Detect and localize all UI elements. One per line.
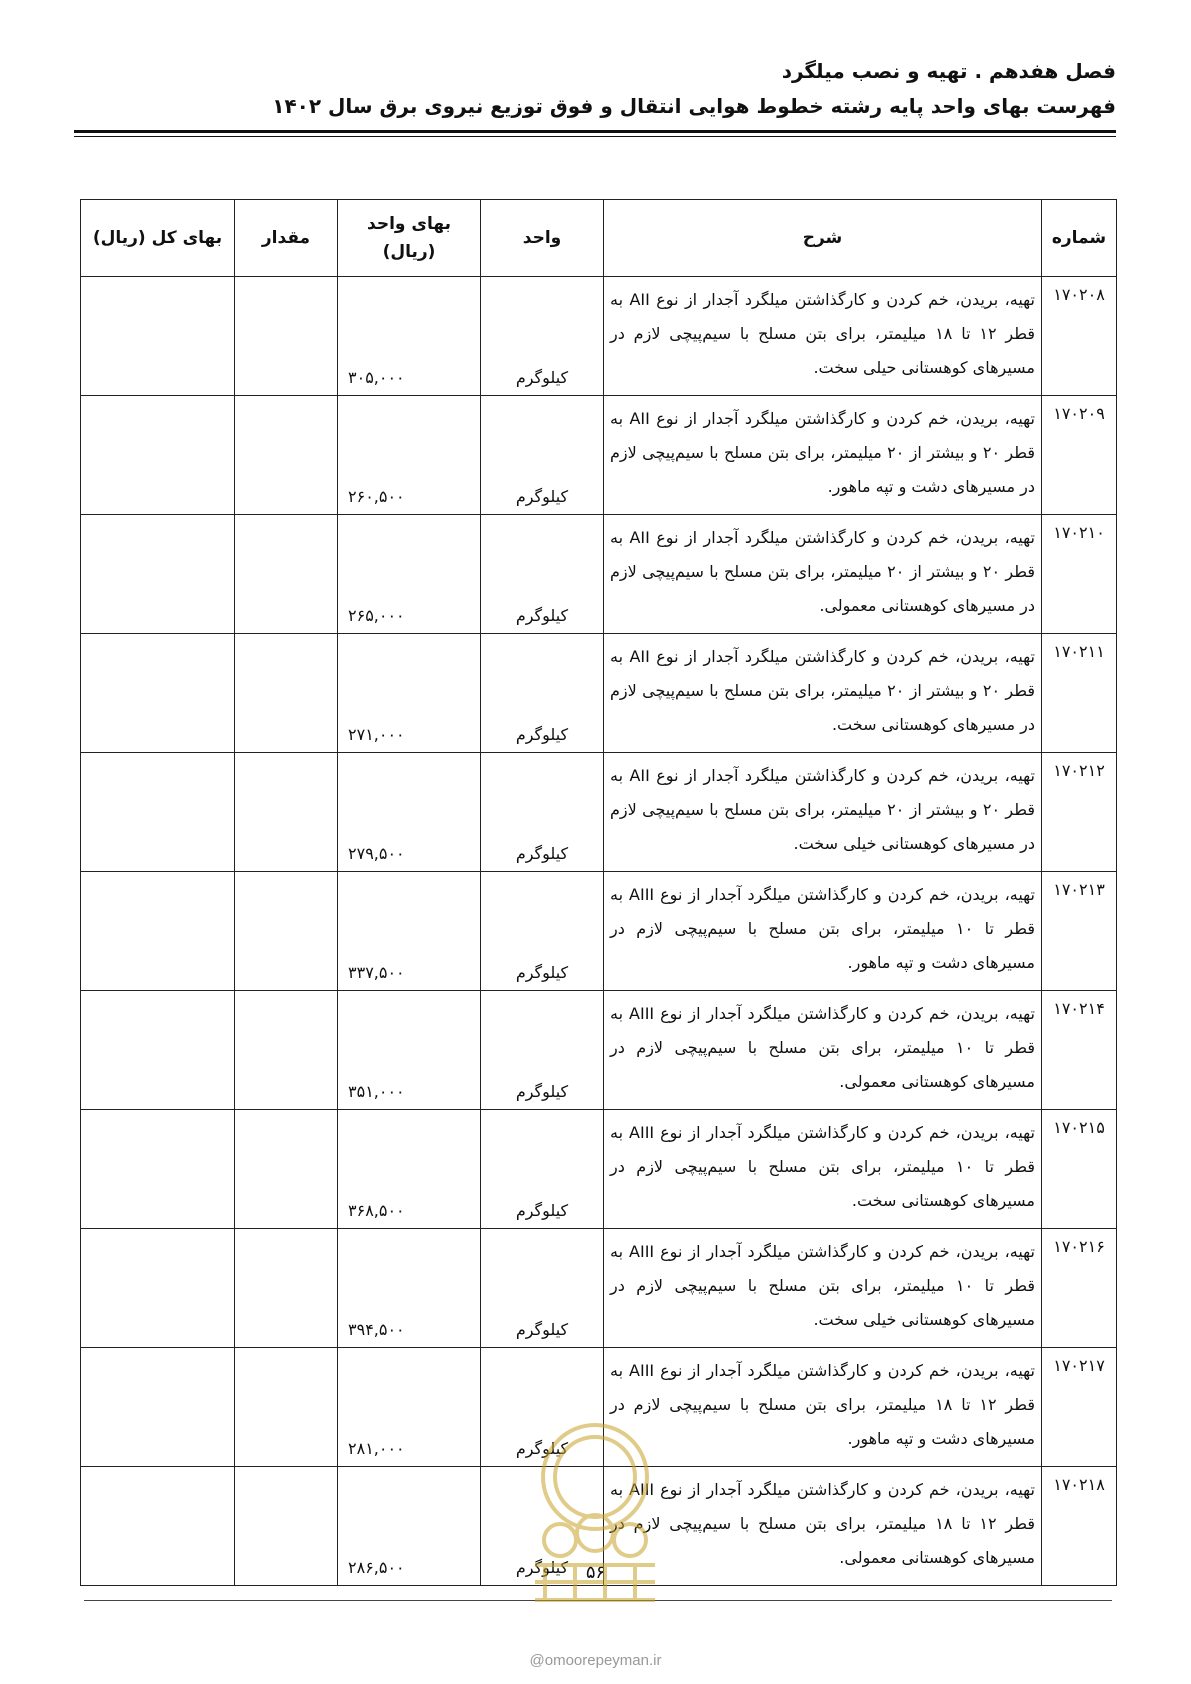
- item-description: تهیه، بریدن، خم کردن و کارگذاشتن میلگرد آجدار از نوع AII به قطر ۲۰ و بیشتر از ۲۰ میلیمتر، برای بتن مسلح با سیم‌پیچی لازم در مسیرهای کوهستانی معمولی.: [604, 515, 1042, 634]
- header-rule-thick: [74, 130, 1116, 133]
- header-total-price: بهای کل (ریال): [81, 200, 235, 277]
- item-description: تهیه، بریدن، خم کردن و کارگذاشتن میلگرد آجدار از نوع AII به قطر ۲۰ و بیشتر از ۲۰ میلیمتر، برای بتن مسلح با سیم‌پیچی لازم در مسیرهای دشت و تپه ماهور.: [604, 396, 1042, 515]
- item-unit-price: ۳۰۵,۰۰۰: [338, 277, 481, 396]
- watermark-url: @omoorepeyman.ir: [529, 1652, 662, 1669]
- table-row: [81, 872, 1117, 991]
- price-table: [80, 199, 1117, 1586]
- item-description: تهیه، بریدن، خم کردن و کارگذاشتن میلگرد آجدار از نوع AIII به قطر تا ۱۰ میلیمتر، برای بتن مسلح با سیم‌پیچی لازم در مسیرهای دشت و تپه ماهور.: [604, 872, 1042, 991]
- item-description: تهیه، بریدن، خم کردن و کارگذاشتن میلگرد آجدار از نوع AIII به قطر تا ۱۰ میلیمتر، برای بتن مسلح با سیم‌پیچی لازم در مسیرهای کوهستانی معمولی.: [604, 991, 1042, 1110]
- item-unit: کیلوگرم: [481, 753, 604, 872]
- header-code: شماره: [1042, 200, 1117, 277]
- item-unit: کیلوگرم: [481, 872, 604, 991]
- page-header: [74, 56, 1116, 122]
- item-description: تهیه، بریدن، خم کردن و کارگذاشتن میلگرد آجدار از نوع AII به قطر ۲۰ و بیشتر از ۲۰ میلیمتر، برای بتن مسلح با سیم‌پیچی لازم در مسیرهای کوهستانی خیلی سخت.: [604, 753, 1042, 872]
- chapter-title: فصل هفدهم . تهیه و نصب میلگرد: [781, 59, 1116, 83]
- header-unit: واحد: [481, 200, 604, 277]
- item-code: ۱۷۰۲۱۲: [1042, 753, 1117, 872]
- item-code: ۱۷۰۲۱۰: [1042, 515, 1117, 634]
- item-quantity: [235, 277, 338, 396]
- item-unit: کیلوگرم: [481, 991, 604, 1110]
- item-description: تهیه، بریدن، خم کردن و کارگذاشتن میلگرد آجدار از نوع AIII به قطر تا ۱۰ میلیمتر، برای بتن مسلح با سیم‌پیچی لازم در مسیرهای کوهستانی خیلی سخت.: [604, 1229, 1042, 1348]
- item-unit: کیلوگرم: [481, 1467, 604, 1586]
- item-code: ۱۷۰۲۰۹: [1042, 396, 1117, 515]
- header-unit-price: [338, 200, 481, 277]
- item-quantity: [235, 396, 338, 515]
- item-quantity: [235, 753, 338, 872]
- item-description: تهیه، بریدن، خم کردن و کارگذاشتن میلگرد آجدار از نوع AIII به قطر تا ۱۰ میلیمتر، برای بتن مسلح با سیم‌پیچی لازم در مسیرهای کوهستانی سخت.: [604, 1110, 1042, 1229]
- table-row: [81, 277, 1117, 396]
- item-total-price: [81, 634, 235, 753]
- item-total-price: [81, 991, 235, 1110]
- item-unit-price: ۲۸۶,۵۰۰: [338, 1467, 481, 1586]
- table-body: [81, 277, 1117, 1586]
- item-description: تهیه، بریدن، خم کردن و کارگذاشتن میلگرد آجدار از نوع AII به قطر ۲۰ و بیشتر از ۲۰ میلیمتر، برای بتن مسلح با سیم‌پیچی لازم در مسیرهای کوهستانی سخت.: [604, 634, 1042, 753]
- item-unit-price: ۳۶۸,۵۰۰: [338, 1110, 481, 1229]
- table-row: [81, 634, 1117, 753]
- item-unit-price: ۲۷۹,۵۰۰: [338, 753, 481, 872]
- item-total-price: [81, 515, 235, 634]
- item-unit-price: ۲۶۰,۵۰۰: [338, 396, 481, 515]
- item-quantity: [235, 1110, 338, 1229]
- item-unit: کیلوگرم: [481, 1229, 604, 1348]
- item-unit-price: ۲۸۱,۰۰۰: [338, 1348, 481, 1467]
- item-quantity: [235, 872, 338, 991]
- item-total-price: [81, 872, 235, 991]
- table-row: [81, 515, 1117, 634]
- table-row: [81, 1229, 1117, 1348]
- item-quantity: [235, 634, 338, 753]
- seal-watermark-icon: [505, 1415, 685, 1605]
- item-unit-price: ۳۳۷,۵۰۰: [338, 872, 481, 991]
- item-code: ۱۷۰۲۱۸: [1042, 1467, 1117, 1586]
- header-rule-thin: [74, 136, 1116, 137]
- item-code: ۱۷۰۲۱۶: [1042, 1229, 1117, 1348]
- item-total-price: [81, 1348, 235, 1467]
- item-quantity: [235, 515, 338, 634]
- item-unit: کیلوگرم: [481, 515, 604, 634]
- item-total-price: [81, 753, 235, 872]
- item-unit: کیلوگرم: [481, 277, 604, 396]
- table-row: [81, 396, 1117, 515]
- item-total-price: [81, 1229, 235, 1348]
- item-unit: کیلوگرم: [481, 396, 604, 515]
- table-header-row: [81, 200, 1117, 277]
- header-quantity: مقدار: [235, 200, 338, 277]
- item-code: ۱۷۰۲۱۳: [1042, 872, 1117, 991]
- header-description: شرح: [604, 200, 1042, 277]
- item-unit-price: ۲۷۱,۰۰۰: [338, 634, 481, 753]
- item-unit-price: ۳۵۱,۰۰۰: [338, 991, 481, 1110]
- item-description: تهیه، بریدن، خم کردن و کارگذاشتن میلگرد آجدار از نوع AII به قطر ۱۲ تا ۱۸ میلیمتر، برای بتن مسلح با سیم‌پیچی لازم در مسیرهای کوهستانی حیلی سخت.: [604, 277, 1042, 396]
- item-quantity: [235, 991, 338, 1110]
- item-description: تهیه، بریدن، خم کردن و کارگذاشتن میلگرد آجدار از نوع AIII به قطر ۱۲ تا ۱۸ میلیمتر، برای بتن مسلح با سیم‌پیچی لازم در مسیرهای دشت و تپه ماهور.: [604, 1348, 1042, 1467]
- item-description: تهیه، بریدن، خم کردن و کارگذاشتن میلگرد آجدار از نوع AIII به قطر ۱۲ تا ۱۸ میلیمتر، برای بتن مسلح با سیم‌پیچی لازم در مسیرهای کوهستانی معمولی.: [604, 1467, 1042, 1586]
- item-code: ۱۷۰۲۱۱: [1042, 634, 1117, 753]
- item-total-price: [81, 1110, 235, 1229]
- item-total-price: [81, 277, 235, 396]
- page-number: ۵۶: [585, 1562, 606, 1583]
- table-row: [81, 991, 1117, 1110]
- item-code: ۱۷۰۲۱۵: [1042, 1110, 1117, 1229]
- item-quantity: [235, 1229, 338, 1348]
- item-unit: کیلوگرم: [481, 1110, 604, 1229]
- item-unit: کیلوگرم: [481, 1348, 604, 1467]
- item-quantity: [235, 1348, 338, 1467]
- header-unit-price-line1: بهای واحد: [367, 214, 451, 234]
- item-code: ۱۷۰۲۱۴: [1042, 991, 1117, 1110]
- header-unit-price-line2: (ریال): [382, 242, 436, 262]
- item-unit-price: ۲۶۵,۰۰۰: [338, 515, 481, 634]
- item-total-price: [81, 396, 235, 515]
- table-row: [81, 1110, 1117, 1229]
- item-code: ۱۷۰۲۰۸: [1042, 277, 1117, 396]
- table-row: [81, 753, 1117, 872]
- document-subtitle: فهرست بهای واحد پایه رشته خطوط هوایی انتقال و فوق توزیع نیروی برق سال ۱۴۰۲: [272, 94, 1116, 118]
- item-unit: کیلوگرم: [481, 634, 604, 753]
- item-unit-price: ۳۹۴,۵۰۰: [338, 1229, 481, 1348]
- item-code: ۱۷۰۲۱۷: [1042, 1348, 1117, 1467]
